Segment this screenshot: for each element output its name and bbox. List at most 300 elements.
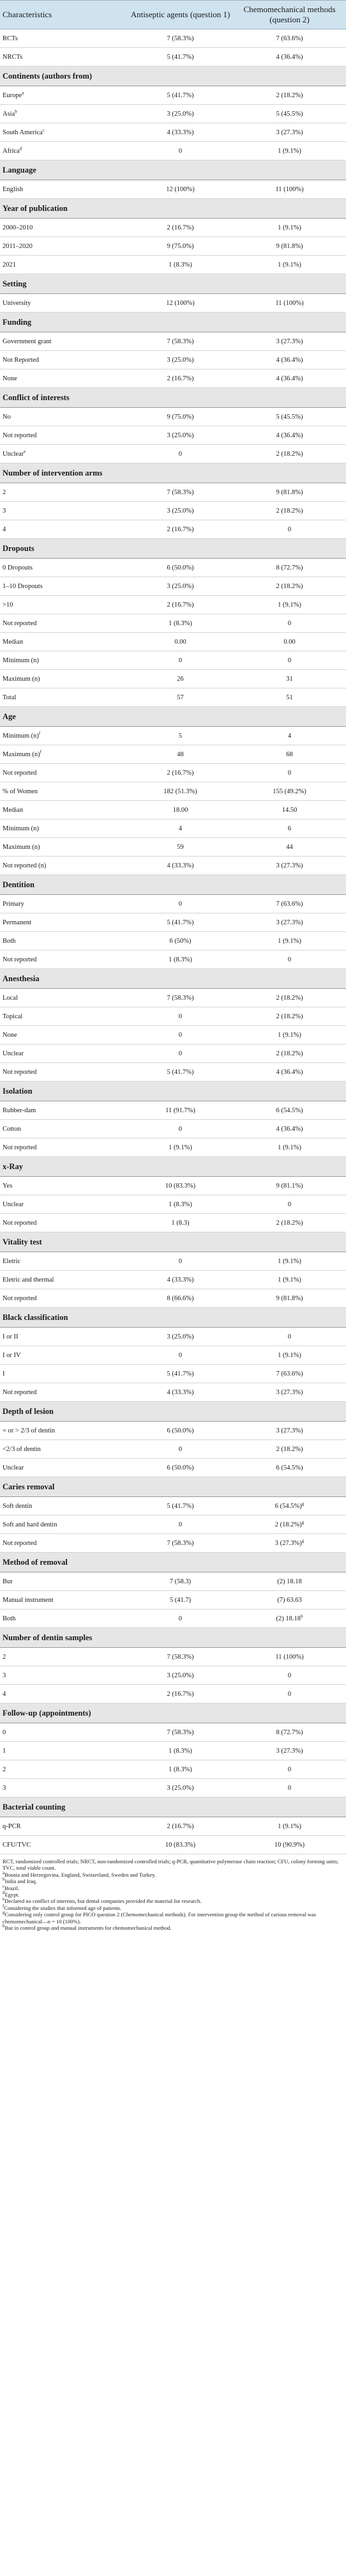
chemomechanical-value — [233, 237, 346, 256]
table-row — [0, 237, 346, 256]
chemomechanical-value-text: 3 (27.3%) — [276, 862, 303, 869]
antiseptic-value — [128, 237, 233, 256]
row-label-text: 2 — [3, 488, 6, 496]
antiseptic-value-text: 3 (25.0%) — [167, 507, 194, 515]
chemomechanical-value-text: 2 (18.2%) — [276, 507, 303, 515]
table-row — [0, 857, 346, 875]
table-row — [0, 577, 346, 596]
row-label — [0, 577, 128, 596]
row-label-text: Permanent — [3, 919, 31, 926]
chemomechanical-value-text: 4 (36.4%) — [276, 375, 303, 382]
chemomechanical-value — [233, 688, 346, 707]
row-label — [0, 857, 128, 875]
chemomechanical-value-text: 1 (9.1%) — [278, 937, 301, 945]
table-row — [0, 1422, 346, 1440]
row-label-text: None — [3, 1031, 17, 1039]
antiseptic-value-text: 3 (25.0%) — [167, 582, 194, 590]
row-label — [0, 838, 128, 857]
antiseptic-value-text: 5 (41.7) — [169, 1596, 192, 1604]
section-title: Method of removal — [0, 1553, 346, 1572]
table-row — [0, 1214, 346, 1232]
chemomechanical-value-text: 155 (49.2%) — [273, 788, 306, 795]
chemomechanical-value — [233, 1610, 346, 1628]
antiseptic-value-text: 3 (25.0%) — [167, 1672, 194, 1679]
chemomechanical-value-text: 6 — [287, 825, 292, 832]
row-label-text: NRCTs — [3, 53, 23, 61]
table-row — [0, 1101, 346, 1120]
row-label — [0, 670, 128, 688]
chemomechanical-value-text: 2 (18.2%) — [276, 1013, 303, 1020]
row-label-text: CFU/TVC — [3, 1841, 31, 1849]
row-label — [0, 1365, 128, 1383]
chemomechanical-value — [233, 180, 346, 199]
chemomechanical-value-text: 0 — [287, 769, 292, 777]
antiseptic-value-text: 1 (8.3%) — [169, 619, 192, 627]
table-row — [0, 502, 346, 520]
table-row — [0, 86, 346, 105]
section-title: Black classification — [0, 1308, 346, 1328]
chemomechanical-value-text: 3 (27.3%) — [276, 919, 303, 926]
table-row — [0, 1779, 346, 1797]
chemomechanical-value — [233, 895, 346, 913]
row-label — [0, 688, 128, 707]
table-row — [0, 596, 346, 614]
section-title: Continents (authors from) — [0, 66, 346, 86]
row-label-text: Both — [3, 937, 16, 945]
section-header-row — [0, 274, 346, 294]
table-footnotes — [0, 1854, 346, 1931]
antiseptic-value-text: 48 — [177, 750, 184, 758]
row-label — [0, 1817, 128, 1836]
row-label — [0, 633, 128, 651]
row-label-text: Cotton — [3, 1125, 21, 1133]
chemomechanical-value — [233, 633, 346, 651]
row-label-text: Not reported (n) — [3, 862, 47, 869]
row-label — [0, 294, 128, 313]
footnote-marker: g — [301, 1501, 305, 1506]
chemomechanical-value-text: 51 — [286, 694, 293, 701]
row-label-text: Median — [3, 638, 24, 646]
antiseptic-value — [128, 745, 233, 764]
row-label-text: Not Reported — [3, 356, 39, 364]
footnote — [3, 1858, 343, 1872]
row-label — [0, 48, 128, 66]
table-row — [0, 838, 346, 857]
antiseptic-value — [128, 1459, 233, 1477]
section-title: Vitality test — [0, 1232, 346, 1252]
footnote-marker: d — [3, 1890, 5, 1896]
table-row — [0, 48, 346, 66]
antiseptic-value-text: 6 (50.0%) — [167, 1464, 194, 1471]
row-label — [0, 1610, 128, 1628]
chemomechanical-value — [233, 48, 346, 66]
table-row — [0, 1760, 346, 1779]
chemomechanical-value — [233, 614, 346, 633]
row-label-text: 2021 — [3, 261, 16, 268]
antiseptic-value — [128, 1742, 233, 1760]
table-body — [0, 29, 346, 1854]
antiseptic-value — [128, 1591, 233, 1610]
antiseptic-value — [128, 614, 233, 633]
row-label-text: Minimum (n) — [3, 656, 39, 664]
table-row — [0, 633, 346, 651]
antiseptic-value-text: 0 — [178, 1351, 183, 1359]
chemomechanical-value — [233, 1346, 346, 1365]
antiseptic-value — [128, 142, 233, 160]
row-label-text: 3 — [3, 1784, 6, 1792]
antiseptic-value-text: 5 (41.7%) — [167, 91, 194, 99]
table-row — [0, 1252, 346, 1271]
antiseptic-value — [128, 688, 233, 707]
antiseptic-value — [128, 838, 233, 857]
antiseptic-value-text: 7 (58.3%) — [167, 488, 194, 496]
table-row — [0, 1007, 346, 1026]
chemomechanical-value — [233, 1572, 346, 1591]
row-label-text: Unclear — [3, 1464, 24, 1471]
antiseptic-value — [128, 1610, 233, 1628]
chemomechanical-value — [233, 932, 346, 950]
antiseptic-value — [128, 48, 233, 66]
footnote — [3, 1911, 343, 1925]
row-label-text: Government grant — [3, 338, 52, 345]
chemomechanical-value-text: 6 (54.5%) — [276, 1464, 303, 1471]
footnote-marker: b — [3, 1877, 5, 1882]
chemomechanical-value — [233, 1214, 346, 1232]
chemomechanical-value — [233, 950, 346, 969]
row-label — [0, 913, 128, 932]
footnote-marker: d — [19, 146, 22, 151]
chemomechanical-value — [233, 1026, 346, 1044]
antiseptic-value — [128, 577, 233, 596]
table-row — [0, 142, 346, 160]
section-header-row — [0, 160, 346, 180]
section-header-row — [0, 199, 346, 219]
chemomechanical-value-text: 5 (45.5%) — [276, 413, 303, 421]
antiseptic-value-text: 7 (58.3%) — [167, 338, 194, 345]
footnote — [3, 1905, 343, 1911]
chemomechanical-value — [233, 1685, 346, 1703]
antiseptic-value — [128, 1836, 233, 1854]
antiseptic-value — [128, 1572, 233, 1591]
antiseptic-value-text: 3 (25.0%) — [167, 1333, 194, 1340]
chemomechanical-value — [233, 1440, 346, 1459]
table-row — [0, 614, 346, 633]
table-row — [0, 219, 346, 237]
row-label — [0, 369, 128, 388]
chemomechanical-value-text: 3 (27.3%) — [276, 338, 303, 345]
row-label-text: >10 — [3, 601, 13, 609]
antiseptic-value — [128, 670, 233, 688]
chemomechanical-value-text: 0 — [287, 1672, 292, 1679]
chemomechanical-value — [233, 1252, 346, 1271]
footnote-marker: h — [301, 1613, 303, 1618]
antiseptic-value-text: 5 (41.7%) — [167, 1370, 194, 1377]
antiseptic-value-text: 5 (41.7%) — [167, 919, 194, 926]
section-header-row — [0, 463, 346, 483]
chemomechanical-value — [233, 1063, 346, 1082]
antiseptic-value — [128, 105, 233, 123]
table-row — [0, 351, 346, 369]
chemomechanical-value-text: 6 (54.5%) — [276, 1106, 303, 1114]
antiseptic-value — [128, 559, 233, 577]
row-label-text: I — [3, 1370, 5, 1377]
antiseptic-value — [128, 913, 233, 932]
row-label — [0, 1328, 128, 1346]
footnote-marker: b — [15, 109, 17, 114]
table-row — [0, 1685, 346, 1703]
row-label-text: 0 Dropouts — [3, 564, 33, 571]
chemomechanical-value-text: 3 (27.3%) — [276, 128, 303, 136]
antiseptic-value-text: 0 — [178, 656, 183, 664]
chemomechanical-value-text: 11 (100%) — [275, 1653, 304, 1661]
antiseptic-value-text: 2 (16.7%) — [167, 769, 194, 777]
row-label-text: No — [3, 413, 11, 421]
antiseptic-value-text: 0 — [178, 1615, 183, 1622]
row-label-text: 2000–2010 — [3, 224, 33, 231]
chemomechanical-value — [233, 801, 346, 819]
table-row — [0, 123, 346, 142]
table-row — [0, 670, 346, 688]
section-title: Funding — [0, 313, 346, 332]
row-label — [0, 408, 128, 426]
chemomechanical-value — [233, 559, 346, 577]
antiseptic-value — [128, 764, 233, 782]
row-label — [0, 1346, 128, 1365]
antiseptic-value — [128, 502, 233, 520]
table-row — [0, 727, 346, 745]
chemomechanical-value-text: 4 — [287, 732, 292, 740]
antiseptic-value-text: 59 — [177, 843, 184, 851]
row-label — [0, 142, 128, 160]
chemomechanical-value-text: 2 (18.2%) — [276, 994, 303, 1002]
chemomechanical-value — [233, 1422, 346, 1440]
table-header-row — [0, 1, 346, 29]
chemomechanical-value-text: 68 — [286, 750, 293, 758]
antiseptic-value — [128, 1440, 233, 1459]
antiseptic-value — [128, 369, 233, 388]
antiseptic-value-text: 1 (9.1%) — [169, 1144, 192, 1151]
section-header-row — [0, 1797, 346, 1817]
row-label-text: 1–10 Dropouts — [3, 582, 43, 590]
section-header-row — [0, 388, 346, 408]
row-label-text: Unclear — [3, 1050, 24, 1057]
row-label-text: Maximum (n) — [3, 750, 40, 758]
chemomechanical-value — [233, 520, 346, 539]
antiseptic-value-text: 7 (58.3%) — [167, 35, 194, 42]
chemomechanical-value — [233, 989, 346, 1007]
chemomechanical-value-text: 10 (90.9%) — [274, 1841, 305, 1849]
row-label — [0, 801, 128, 819]
row-label-text: Not reported — [3, 1388, 37, 1396]
row-label-text: Asia — [3, 110, 15, 118]
table-row — [0, 1497, 346, 1516]
footnote-marker: f — [40, 749, 41, 754]
chemomechanical-value — [233, 1101, 346, 1120]
row-label — [0, 1723, 128, 1742]
antiseptic-value — [128, 596, 233, 614]
antiseptic-value-text: 1 (8.3%) — [169, 261, 192, 268]
antiseptic-value-text: 7 (58.3) — [169, 1578, 192, 1585]
chemomechanical-value — [233, 819, 346, 838]
antiseptic-value — [128, 801, 233, 819]
chemomechanical-value — [233, 294, 346, 313]
row-label — [0, 782, 128, 801]
antiseptic-value-text: 6 (50%) — [169, 937, 192, 945]
antiseptic-value-text: 7 (58.3%) — [167, 994, 194, 1002]
chemomechanical-value-text: 7 (63.6%) — [276, 35, 303, 42]
table-row — [0, 1177, 346, 1195]
chemomechanical-value — [233, 332, 346, 351]
antiseptic-value — [128, 29, 233, 48]
chemomechanical-value-text: 11 (100%) — [275, 299, 304, 307]
row-label-text: Not reported — [3, 619, 37, 627]
chemomechanical-value — [233, 764, 346, 782]
antiseptic-value — [128, 727, 233, 745]
row-label-text: = or > 2/3 of dentin — [3, 1427, 56, 1434]
chemomechanical-value — [233, 29, 346, 48]
header-chemomechanical-methods: Chemomechanical methods (question 2) — [233, 1, 346, 29]
footnote-text: India and Iraq. — [4, 1878, 37, 1885]
row-label-text: 1 — [3, 1747, 6, 1755]
antiseptic-value — [128, 1723, 233, 1742]
table-row — [0, 559, 346, 577]
chemomechanical-value-text: 8 (72.7%) — [276, 564, 303, 571]
chemomechanical-value-text: 0 — [287, 1765, 292, 1773]
section-title: Number of dentin samples — [0, 1628, 346, 1648]
antiseptic-value-text: 0 — [178, 1445, 183, 1453]
chemomechanical-value-text: 4 (36.4%) — [276, 1068, 303, 1076]
antiseptic-value-text: 10 (83.3%) — [165, 1182, 196, 1190]
antiseptic-value-text: 3 (25.0%) — [167, 356, 194, 364]
footnote — [3, 1885, 343, 1891]
antiseptic-value — [128, 123, 233, 142]
antiseptic-value — [128, 1760, 233, 1779]
row-label — [0, 1252, 128, 1271]
table-row — [0, 688, 346, 707]
row-label-text: Not reported — [3, 1144, 37, 1151]
section-title: Dropouts — [0, 539, 346, 559]
footnote-marker: a — [3, 1870, 5, 1875]
chemomechanical-value — [233, 1497, 346, 1516]
table-row — [0, 819, 346, 838]
antiseptic-value — [128, 989, 233, 1007]
section-header-row — [0, 1308, 346, 1328]
antiseptic-value-text: 5 (41.7%) — [167, 1502, 194, 1510]
chemomechanical-value-text: 4 (36.4%) — [276, 356, 303, 364]
antiseptic-value-text: 57 — [177, 694, 184, 701]
row-label-text: Rubber-dam — [3, 1106, 36, 1114]
footnote-marker: g — [301, 1538, 305, 1543]
footnote-marker: e — [24, 449, 26, 454]
row-label-text: 4 — [3, 1690, 6, 1698]
antiseptic-value — [128, 782, 233, 801]
row-label-text: Unclear — [3, 1200, 24, 1208]
antiseptic-value-text: 2 (16.7%) — [167, 1822, 194, 1830]
section-title: Language — [0, 160, 346, 180]
section-header-row — [0, 539, 346, 559]
row-label — [0, 237, 128, 256]
chemomechanical-value-text: 1 (9.1%) — [278, 1031, 301, 1039]
section-header-row — [0, 1628, 346, 1648]
antiseptic-value-text: 0.00 — [174, 638, 186, 646]
antiseptic-value-text: 182 (51.3%) — [163, 788, 197, 795]
section-title: Age — [0, 707, 346, 727]
chemomechanical-value — [233, 123, 346, 142]
antiseptic-value — [128, 1779, 233, 1797]
chemomechanical-value — [233, 857, 346, 875]
row-label — [0, 764, 128, 782]
section-header-row — [0, 1553, 346, 1572]
antiseptic-value — [128, 1666, 233, 1685]
chemomechanical-value-text: 1 (9.1%) — [278, 147, 301, 155]
row-label-text: Not reported — [3, 1068, 37, 1076]
antiseptic-value-text: 1 (8.3%) — [169, 1200, 192, 1208]
header-characteristics: Characteristics — [0, 1, 128, 29]
row-label — [0, 1685, 128, 1703]
chemomechanical-value — [233, 445, 346, 463]
table-row — [0, 1346, 346, 1365]
table-row — [0, 105, 346, 123]
chemomechanical-value — [233, 1289, 346, 1308]
table-row — [0, 913, 346, 932]
antiseptic-value-text: 0 — [178, 147, 183, 155]
antiseptic-value-text: 1 (8.3%) — [169, 1765, 192, 1773]
row-label-text: Eletric and thermal — [3, 1276, 54, 1284]
table-row — [0, 1723, 346, 1742]
chemomechanical-value-text: 9 (81.8%) — [276, 1294, 303, 1302]
row-label — [0, 332, 128, 351]
chemomechanical-value-text: 2 (18.2%) — [276, 582, 303, 590]
chemomechanical-value — [233, 782, 346, 801]
chemomechanical-value — [233, 1044, 346, 1063]
chemomechanical-value-text: 1 (9.1%) — [278, 1351, 301, 1359]
chemomechanical-value-text: 4 (36.4%) — [276, 53, 303, 61]
row-label — [0, 1459, 128, 1477]
antiseptic-value-text: 6 (50.0%) — [167, 564, 194, 571]
row-label-text: Median — [3, 806, 24, 814]
footnote-marker: g — [3, 1910, 5, 1916]
chemomechanical-value-text: (2) 18.18 — [276, 1615, 301, 1622]
row-label — [0, 1177, 128, 1195]
table-row — [0, 1328, 346, 1346]
antiseptic-value — [128, 950, 233, 969]
chemomechanical-value-text: 0 — [287, 1200, 292, 1208]
chemomechanical-value-text: (2) 18.18 — [277, 1578, 302, 1585]
antiseptic-value — [128, 1422, 233, 1440]
table-row — [0, 745, 346, 764]
chemomechanical-value-text: 7 (63.6%) — [276, 1370, 303, 1377]
row-label — [0, 502, 128, 520]
section-header-row — [0, 1082, 346, 1101]
table-row — [0, 989, 346, 1007]
table-row — [0, 1836, 346, 1854]
row-label — [0, 1836, 128, 1854]
row-label — [0, 86, 128, 105]
chemomechanical-value — [233, 838, 346, 857]
antiseptic-value — [128, 895, 233, 913]
table-row — [0, 180, 346, 199]
row-label — [0, 614, 128, 633]
section-title: Isolation — [0, 1082, 346, 1101]
row-label-text: Unclear — [3, 450, 24, 458]
row-label-text: Topical — [3, 1013, 23, 1020]
chemomechanical-value-text: 0 — [287, 525, 292, 533]
chemomechanical-value — [233, 596, 346, 614]
chemomechanical-value — [233, 670, 346, 688]
row-label-text: Minimum (n) — [3, 825, 39, 832]
chemomechanical-value — [233, 86, 346, 105]
row-label — [0, 1120, 128, 1138]
